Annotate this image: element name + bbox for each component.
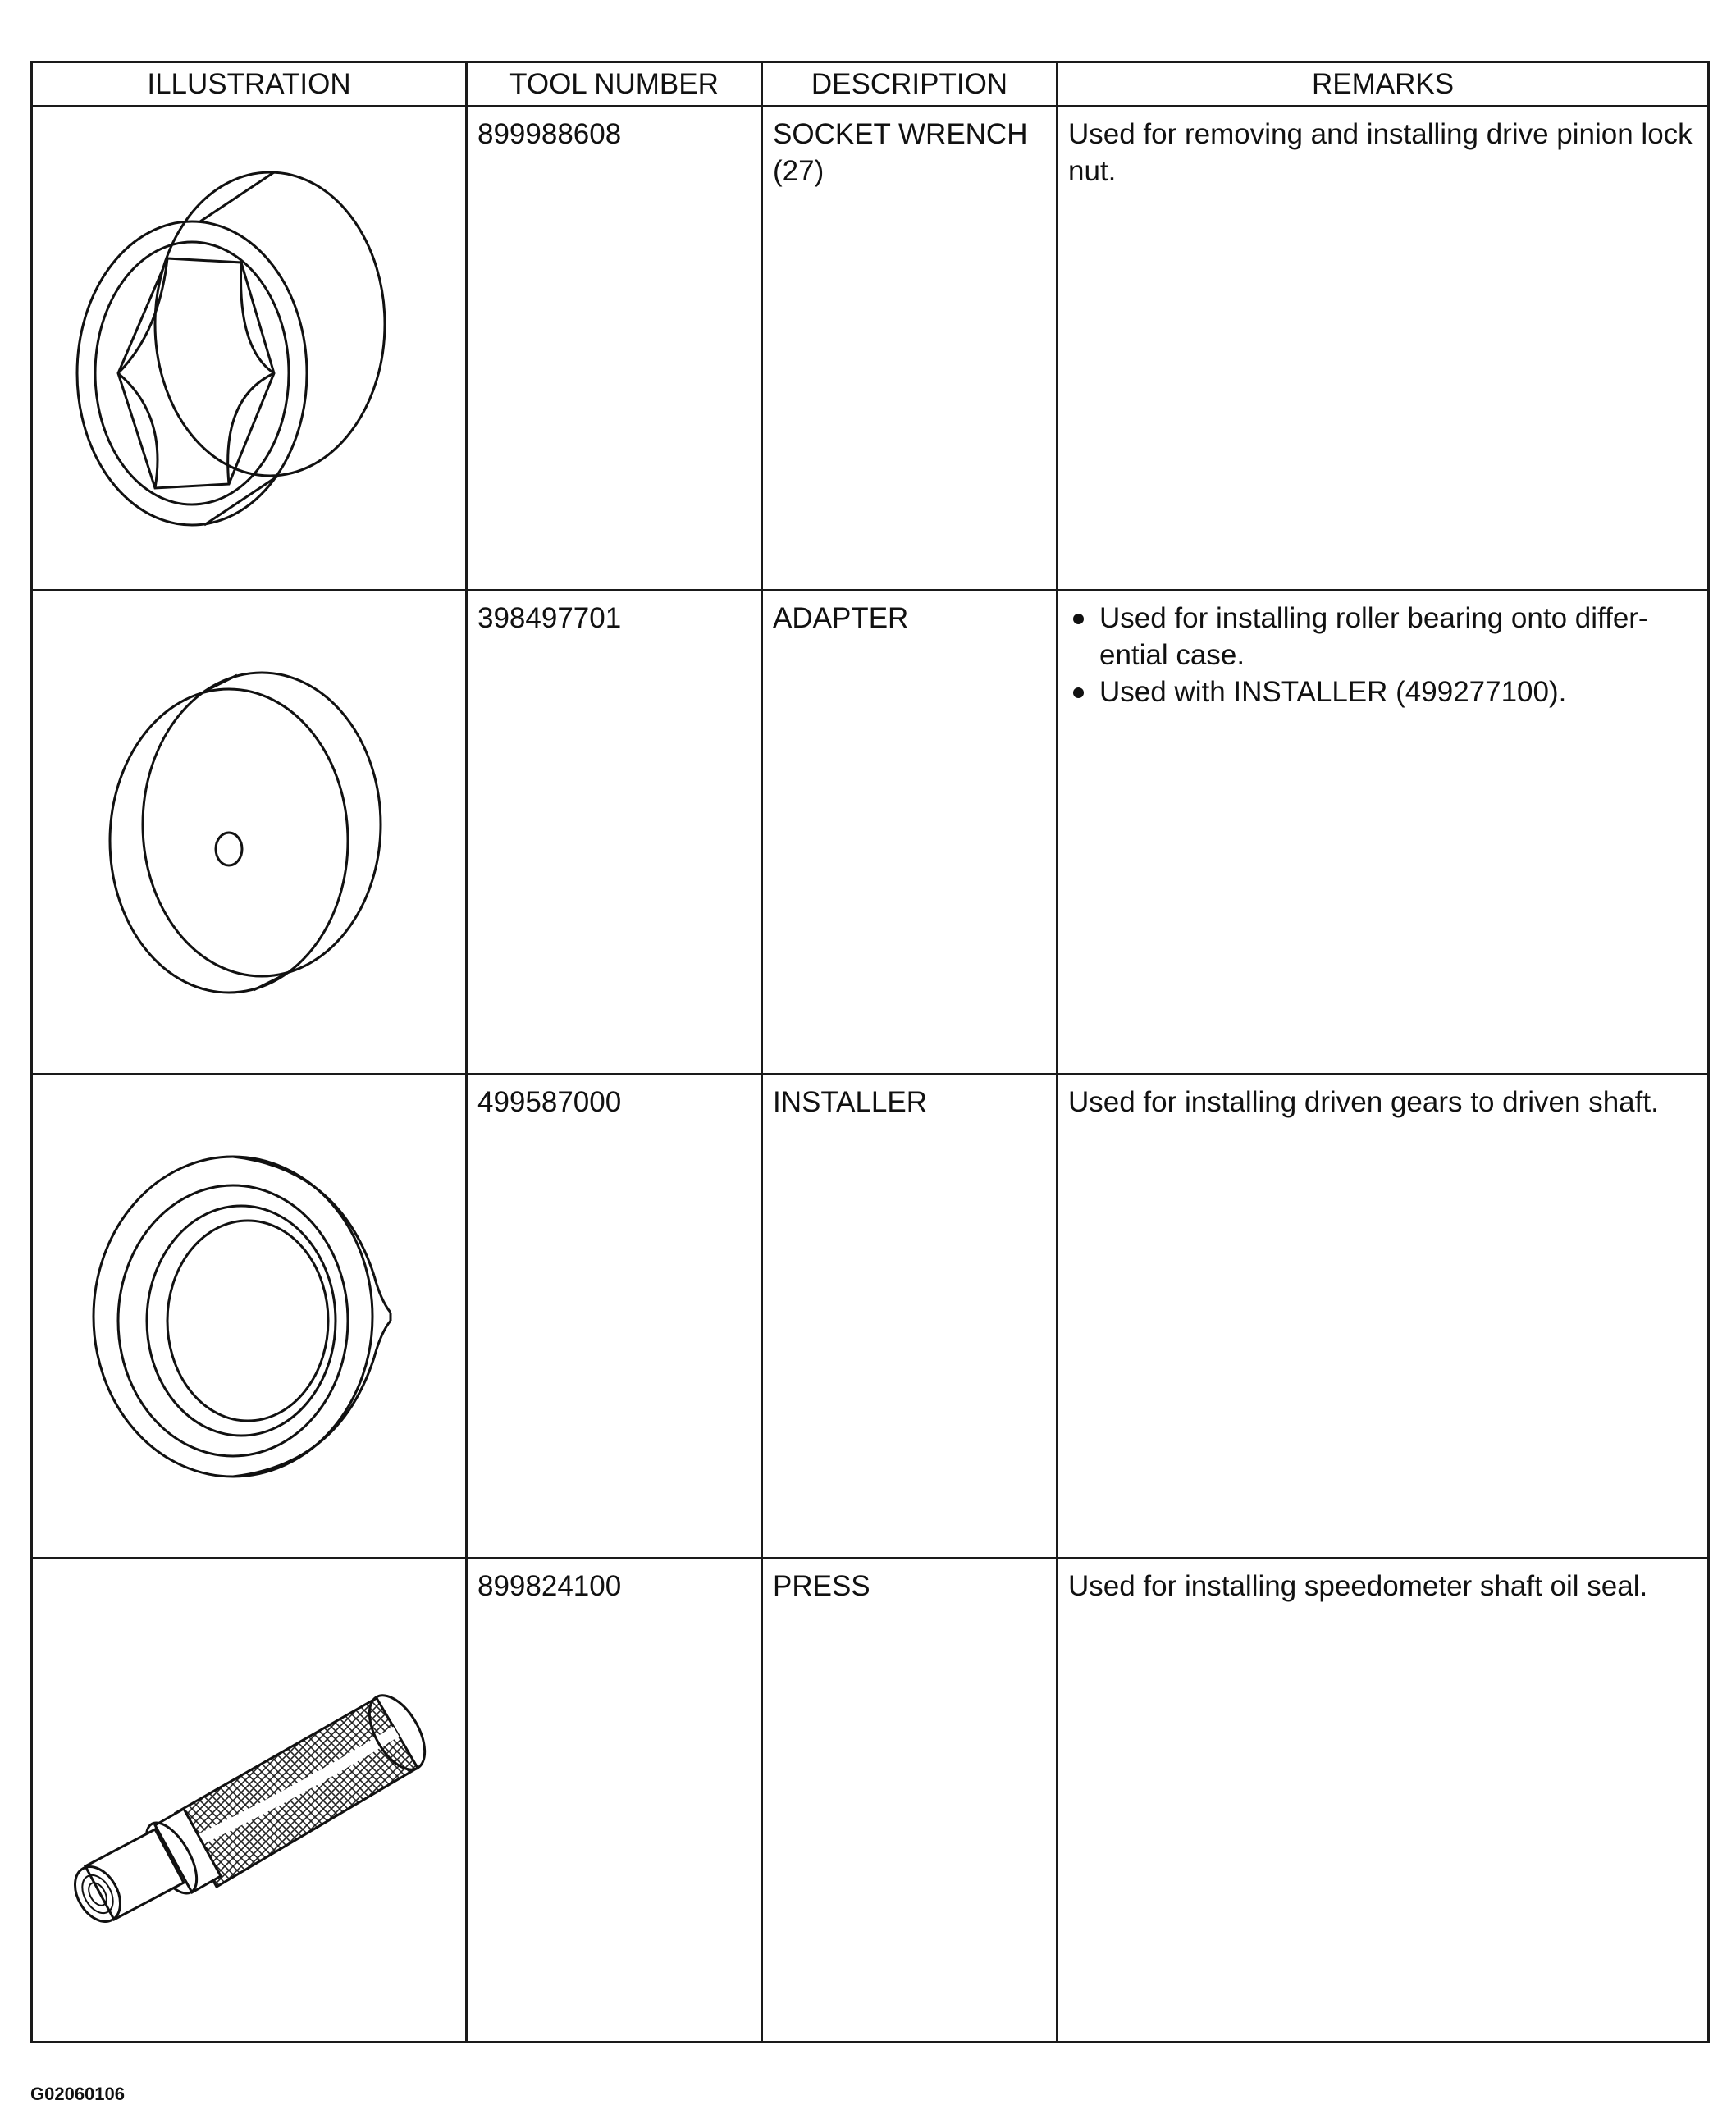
header-illustration: ILLUSTRATION [32, 62, 467, 107]
remark-list [1068, 600, 1697, 710]
table-row [32, 591, 1709, 1075]
table-row [32, 1559, 1709, 2043]
description-cell: SOCKET WRENCH (27) [762, 107, 1058, 591]
remark-text: Used for installing driven gears to driven shaft. [1068, 1086, 1659, 1118]
table-row [32, 1075, 1709, 1559]
tool-number-cell: 899988608 [467, 107, 762, 591]
figure-code: G02060106 [30, 2084, 125, 2104]
tool-number-cell: 398497701 [467, 591, 762, 1075]
remarks-cell [1058, 591, 1709, 1075]
installer-illustration [69, 1136, 430, 1497]
remark-bullet-item: Used for installing roller bearing onto differ-ential case. [1068, 600, 1697, 673]
remarks-cell [1058, 1075, 1709, 1559]
illustration-cell [32, 1559, 467, 2043]
description-cell: ADAPTER [762, 591, 1058, 1075]
remarks-cell [1058, 1559, 1709, 2043]
special-tools-table [30, 61, 1710, 2043]
tool-number-cell: 899824100 [467, 1559, 762, 2043]
header-tool-number: TOOL NUMBER [467, 62, 762, 107]
description-cell: PRESS [762, 1559, 1058, 2043]
header-remarks: REMARKS [1058, 62, 1709, 107]
description-cell: INSTALLER [762, 1075, 1058, 1559]
remarks-cell [1058, 107, 1709, 591]
illustration-cell [32, 1075, 467, 1559]
adapter-illustration [69, 652, 430, 1013]
header-description: DESCRIPTION [762, 62, 1058, 107]
table-row [32, 107, 1709, 591]
table-header-row [32, 62, 1709, 107]
illustration-cell [32, 591, 467, 1075]
tool-number-cell: 499587000 [467, 1075, 762, 1559]
remark-bullet-item: Used with INSTALLER (499277100). [1068, 673, 1697, 710]
remark-text: Used for removing and installing drive pinion lock nut. [1068, 118, 1693, 187]
press-illustration [53, 1653, 446, 1948]
remark-text: Used for installing speedometer shaft oil seal. [1068, 1570, 1648, 1602]
socket-wrench-illustration [69, 168, 430, 529]
illustration-cell [32, 107, 467, 591]
